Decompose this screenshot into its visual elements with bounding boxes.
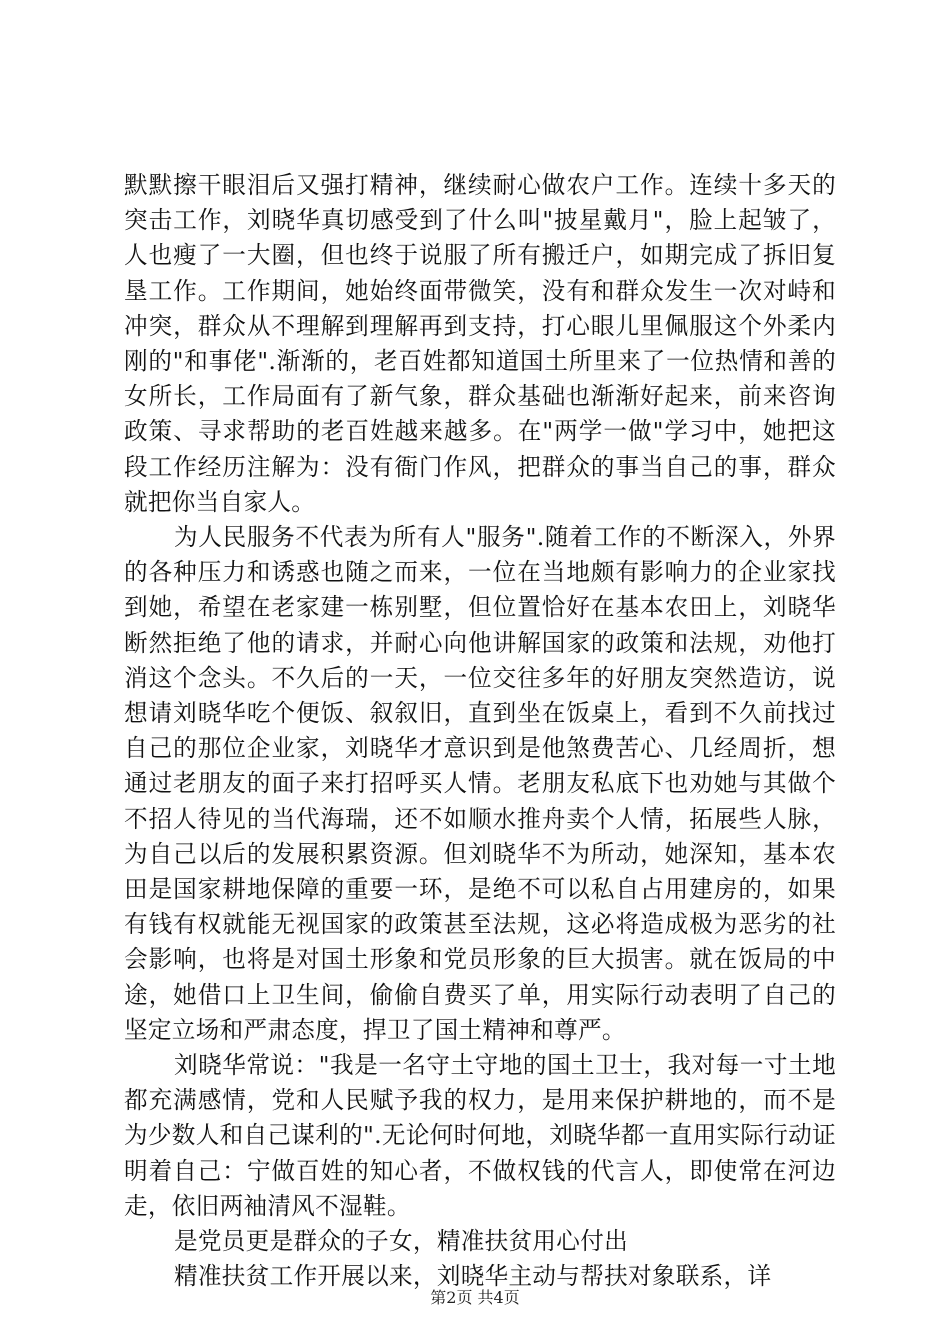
paragraph-continued: 默默擦干眼泪后又强打精神，继续耐心做农户工作。连续十多天的突击工作，刘晓华真切感受到了什么叫"披星戴月"，脸上起皱了，人也瘦了一大圈，但也终于说服了所有搬迁户，如期完成了拆旧复垦工作。工作期间，她始终面带微笑，没有和群众发生一次对峙和冲突，群众从不理解到理解再到支持，打心眼儿里佩服这个外柔内刚的"和事佬".渐渐的，老百姓都知道国土所里来了一位热情和善的女所长，工作局面有了新气象，群众基础也渐渐好起来，前来咨询政策、寻求帮助的老百姓越来越多。在"两学一做"学习中，她把这段工作经历注解为：没有衙门作风，把群众的事当自己的事，群众就把你当自家人。 <box>124 171 836 516</box>
paragraph-service: 为人民服务不代表为所有人"服务".随着工作的不断深入，外界的各种压力和诱惑也随之而来，一位在当地颇有影响力的企业家找到她，希望在老家建一栋别墅，但位置恰好在基本农田上，刘晓华断然拒绝了他的请求，并耐心向他讲解国家的政策和法规，劝他打消这个念头。不久后的一天，一位交往多年的好朋友突然造访，说想请刘晓华吃个便饭、叙叙旧，直到坐在饭桌上，看到不久前找过自己的那位企业家，刘晓华才意识到是他煞费苦心、几经周折，想通过老朋友的面子来打招呼买人情。老朋友私底下也劝她与其做个不招人待见的当代海瑞，还不如顺水推舟卖个人情，拓展些人脉，为自己以后的发展积累资源。但刘晓华不为所动，她深知，基本农田是国家耕地保障的重要一环，是绝不可以私自占用建房的，如果有钱有权就能无视国家的政策甚至法规，这必将造成极为恶劣的社会影响，也将是对国土形象和党员形象的巨大损害。就在饭局的中途，她借口上卫生间，偷偷自费买了单，用实际行动表明了自己的坚定立场和严肃态度，捍卫了国土精神和尊严。 <box>124 523 836 1044</box>
document-body <box>124 168 836 1295</box>
section-heading: 是党员更是群众的子女，精准扶贫用心付出 <box>174 1227 628 1256</box>
paragraph-poverty-alleviation: 精准扶贫工作开展以来，刘晓华主动与帮扶对象联系，详 <box>174 1262 772 1291</box>
paragraph-quote: 刘晓华常说："我是一名守土守地的国土卫士，我对每一寸土地都充满感情，党和人民赋予我的权力，是用来保护耕地的，而不是为少数人和自己谋利的".无论何时何地，刘晓华都一直用实际行动证明着自己：宁做百姓的知心者，不做权钱的代言人，即使常在河边走，依旧两袖清风不湿鞋。 <box>124 1051 836 1220</box>
page-number-footer: 第2页 共4页 <box>430 1288 520 1307</box>
